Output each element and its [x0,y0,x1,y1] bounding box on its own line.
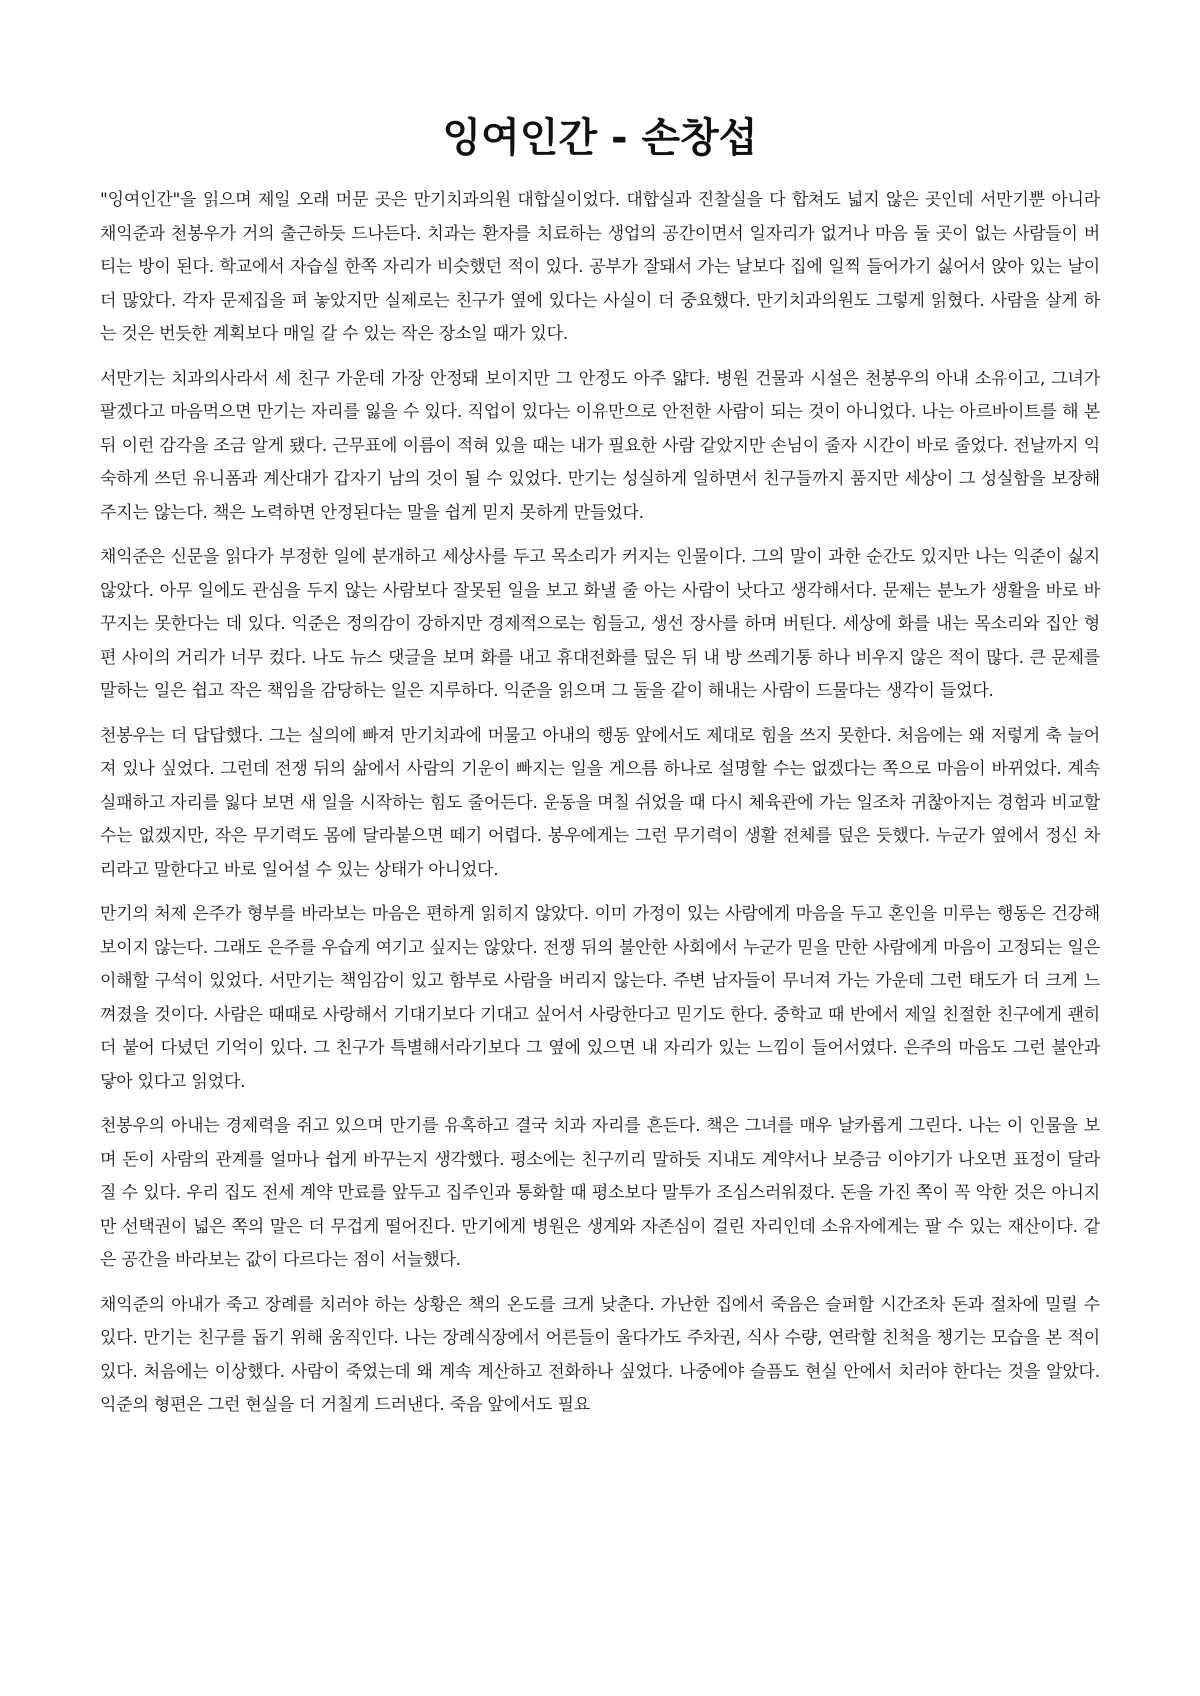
body-paragraph-6: 천봉우의 아내는 경제력을 쥐고 있으며 만기를 유혹하고 결국 치과 자리를 흔든다. 책은 그녀를 매우 날카롭게 그린다. 나는 이 인물을 보며 돈이 사람의 관계를 얼마나 쉽게 바꾸는지 생각했다. 평소에는 친구끼리 말하듯 지내도 계약서나 보증금 이야기가 나오면 표정이 달라질 수 있다. 우리 집도 전세 계약 만료를 앞두고 집주인과 통화할 때 평소보다 말투가 조심스러워졌다. 돈을 가진 쪽이 꼭 악한 것은 아니지만 선택권이 넓은 쪽의 말은 더 무겁게 떨어진다. 만기에게 병원은 생계와 자존심이 걸린 자리인데 소유자에게는 팔 수 있는 재산이다. 같은 공간을 바라보는 값이 다르다는 점이 서늘했다. [100,1116,1100,1270]
body-paragraph-3: 채익준은 신문을 읽다가 부정한 일에 분개하고 세상사를 두고 목소리가 커지는 인물이다. 그의 말이 과한 순간도 있지만 나는 익준이 싫지 않았다. 아무 일에도 관심을 두지 않는 사람보다 잘못된 일을 보고 화낼 줄 아는 사람이 낫다고 생각해서다. 문제는 분노가 생활을 바로 바꾸지는 못한다는 데 있다. 익준은 정의감이 강하지만 경제적으로는 힘들고, 생선 장사를 하며 버틴다. 세상에 화를 내는 목소리와 집안 형편 사이의 거리가 너무 컸다. 나도 뉴스 댓글을 보며 화를 내고 휴대전화를 덮은 뒤 내 방 쓰레기통 하나 비우지 않은 적이 많다. 큰 문제를 말하는 일은 쉽고 작은 책임을 감당하는 일은 지루하다. 익준을 읽으며 그 둘을 같이 해내는 사람이 드물다는 생각이 들었다. [100,547,1100,701]
page-title: 잉여인간 - 손창섭 [442,115,758,161]
body-paragraph-7: 채익준의 아내가 죽고 장례를 치러야 하는 상황은 책의 온도를 크게 낮춘다. 가난한 집에서 죽음은 슬퍼할 시간조차 돈과 절차에 밀릴 수 있다. 만기는 친구를 돕기 위해 움직인다. 나는 장례식장에서 어른들이 울다가도 주차권, 식사 수량, 연락할 친척을 챙기는 모습을 본 적이 있다. 처음에는 이상했다. 사람이 죽었는데 왜 계속 계산하고 전화하나 싶었다. 나중에야 슬픔도 현실 안에서 치러야 한다는 것을 알았다. 익준의 형편은 그런 현실을 더 거칠게 드러낸다. 죽음 앞에서도 필요 [100,1294,1101,1415]
body-paragraph-1: "잉여인간"을 읽으며 제일 오래 머문 곳은 만기치과의원 대합실이었다. 대합실과 진찰실을 다 합쳐도 넓지 않은 곳인데 서만기뿐 아니라 채익준과 천봉우가 거의 출근하듯 드나든다. 치과는 환자를 치료하는 생업의 공간이면서 일자리가 없거나 마음 둘 곳이 없는 사람들이 버티는 방이 된다. 학교에서 자습실 한쪽 자리가 비슷했던 적이 있다. 공부가 잘돼서 가는 날보다 집에 일찍 들어가기 싫어서 앉아 있는 날이 더 많았다. 각자 문제집을 펴 놓았지만 실제로는 친구가 옆에 있다는 사실이 더 중요했다. 만기치과의원도 그렇게 읽혔다. 사람을 살게 하는 것은 번듯한 계획보다 매일 갈 수 있는 작은 장소일 때가 있다. [100,190,1100,344]
body-paragraph-5: 만기의 처제 은주가 형부를 바라보는 마음은 편하게 읽히지 않았다. 이미 가정이 있는 사람에게 마음을 두고 혼인을 미루는 행동은 건강해 보이지 않는다. 그래도 은주를 우습게 여기고 싶지는 않았다. 전쟁 뒤의 불안한 사회에서 누군가 믿을 만한 사람에게 마음이 고정되는 일은 이해할 구석이 있었다. 서만기는 책임감이 있고 함부로 사람을 버리지 않는다. 주변 남자들이 무너져 가는 가운데 그런 태도가 더 크게 느껴졌을 것이다. 사람은 때때로 사랑해서 기대기보다 기대고 싶어서 사랑한다고 믿기도 한다. 중학교 때 반에서 제일 친절한 친구에게 괜히 더 붙어 다녔던 기억이 있다. 그 친구가 특별해서라기보다 그 옆에 있으면 내 자리가 있는 느낌이 들어서였다. 은주의 마음도 그런 불안과 닿아 있다고 읽었다. [100,904,1100,1092]
body-paragraph-2: 서만기는 치과의사라서 세 친구 가운데 가장 안정돼 보이지만 그 안정도 아주 얇다. 병원 건물과 시설은 천봉우의 아내 소유이고, 그녀가 팔겠다고 마음먹으면 만기는 자리를 잃을 수 있다. 직업이 있다는 이유만으로 안전한 사람이 되는 것이 아니었다. 나는 아르바이트를 해 본 뒤 이런 감각을 조금 알게 됐다. 근무표에 이름이 적혀 있을 때는 내가 필요한 사람 같았지만 손님이 줄자 시간이 바로 줄었다. 전날까지 익숙하게 쓰던 유니폼과 계산대가 갑자기 남의 것이 될 수 있었다. 만기는 성실하게 일하면서 친구들까지 품지만 세상이 그 성실함을 보장해 주지는 않는다. 책은 노력하면 안정된다는 말을 쉽게 믿지 못하게 만들었다. [100,368,1101,523]
document-body [100,184,1100,1423]
body-paragraph-4: 천봉우는 더 답답했다. 그는 실의에 빠져 만기치과에 머물고 아내의 행동 앞에서도 제대로 힘을 쓰지 못한다. 처음에는 왜 저렇게 축 늘어져 있나 싶었다. 그런데 전쟁 뒤의 삶에서 사람의 기운이 빠지는 일을 게으름 하나로 설명할 수는 없겠다는 쪽으로 마음이 바뀌었다. 계속 실패하고 자리를 잃다 보면 새 일을 시작하는 힘도 줄어든다. 운동을 며칠 쉬었을 때 다시 체육관에 가는 일조차 귀찮아지는 경험과 비교할 수는 없겠지만, 작은 무기력도 몸에 달라붙으면 떼기 어렵다. 봉우에게는 그런 무기력이 생활 전체를 덮은 듯했다. 누군가 옆에서 정신 차리라고 말한다고 바로 일어설 수 있는 상태가 아니었다. [100,725,1100,880]
